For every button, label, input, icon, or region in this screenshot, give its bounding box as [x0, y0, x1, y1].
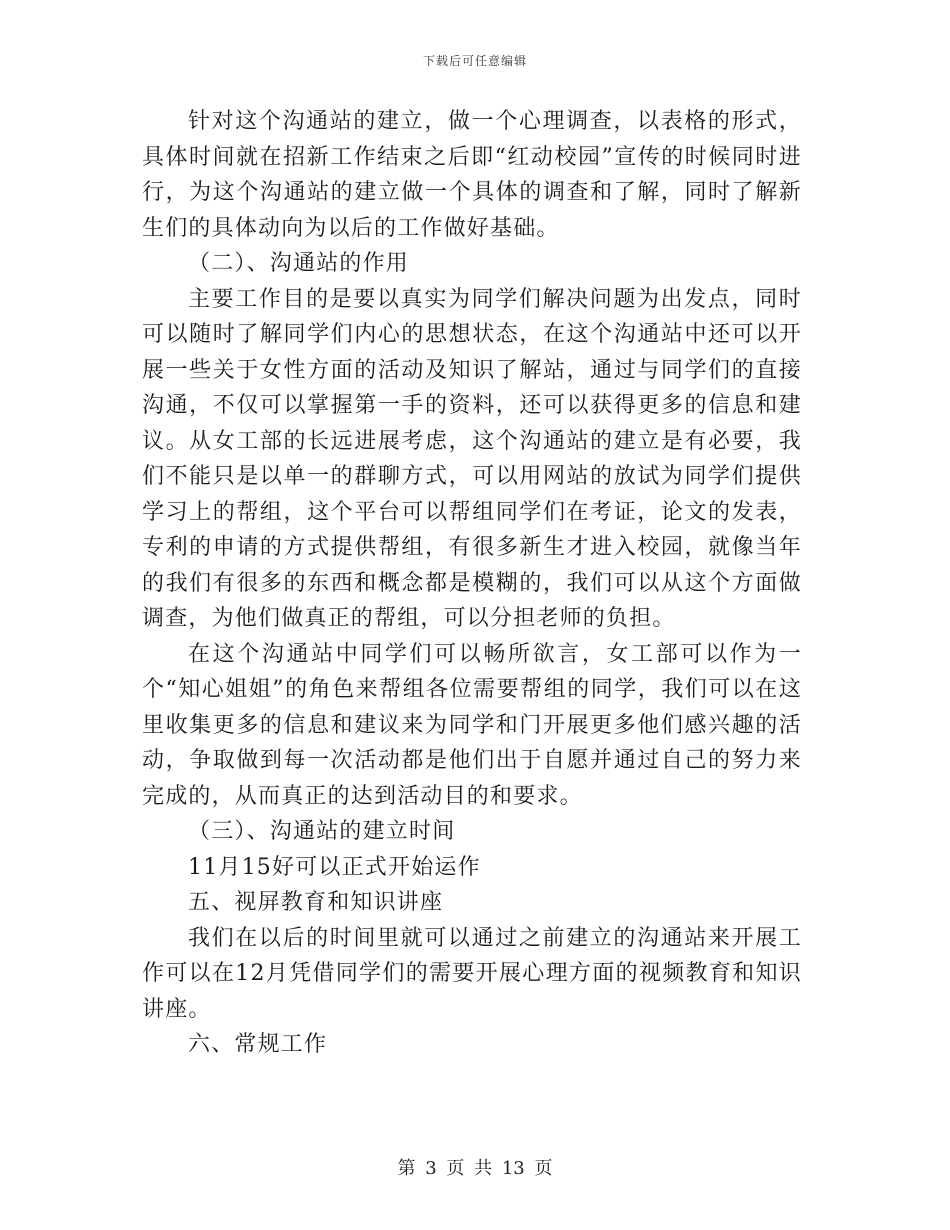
- section-heading-video: 五、视屏教育和知识讲座: [188, 890, 444, 915]
- section-heading-routine: 六、常规工作: [188, 1032, 328, 1057]
- paragraph-video: 我们在以后的时间里就可以通过之前建立的沟通站来开展工作可以在12月凭借同学们的需要开展心理方面的视频教育和知识讲座。: [142, 925, 802, 1022]
- paragraph-purpose: 主要工作目的是要以真实为同学们解决问题为出发点，同时可以随时了解同学们内心的思想状态，在这个沟通站中还可以开展一些关于女性方面的活动及知识了解站，通过与同学们的直接沟通，不仅可以掌握第一手的资料，还可以获得更多的信息和建议。从女工部的长远进展考虑，这个沟通站的建立是有必要，我们不能只是以单一的群聊方式，可以用网站的放试为同学们提供学习上的帮组，这个平台可以帮组同学们在考证，论文的发表，专利的申请的方式提供帮组，有很多新生才进入校园，就像当年的我们有很多的东西和概念都是模糊的，我们可以从这个方面做调查，为他们做真正的帮组，可以分担老师的负担。: [142, 286, 802, 631]
- paragraph-start-date: 11月15好可以正式开始运作: [188, 854, 481, 880]
- page-header: 下载后可任意编辑: [422, 54, 527, 68]
- page-body: [142, 104, 802, 1063]
- paragraph-survey: 针对这个沟通站的建立，做一个心理调查，以表格的形式，具体时间就在招新工作结束之后即“红动校园”宣传的时候同时进行，为这个沟通站的建立做一个具体的调查和了解，同时了解新生们的具体动向为以后的工作做好基础。: [142, 109, 802, 241]
- section-heading-time: （三）、沟通站的建立时间: [188, 819, 456, 844]
- paragraph-confidant: 在这个沟通站中同学们可以畅所欲言，女工部可以作为一个“知心姐姐”的角色来帮组各位需要帮组的同学，我们可以在这里收集更多的信息和建议来为同学和门开展更多他们感兴趣的活动，争取做到每一次活动都是他们出于自愿并通过自己的努力来完成的，从而真正的达到活动目的和要求。: [142, 641, 802, 809]
- section-heading-role: （二）、沟通站的作用: [188, 251, 410, 276]
- page-number: 第 3 页 共 13 页: [397, 1158, 553, 1179]
